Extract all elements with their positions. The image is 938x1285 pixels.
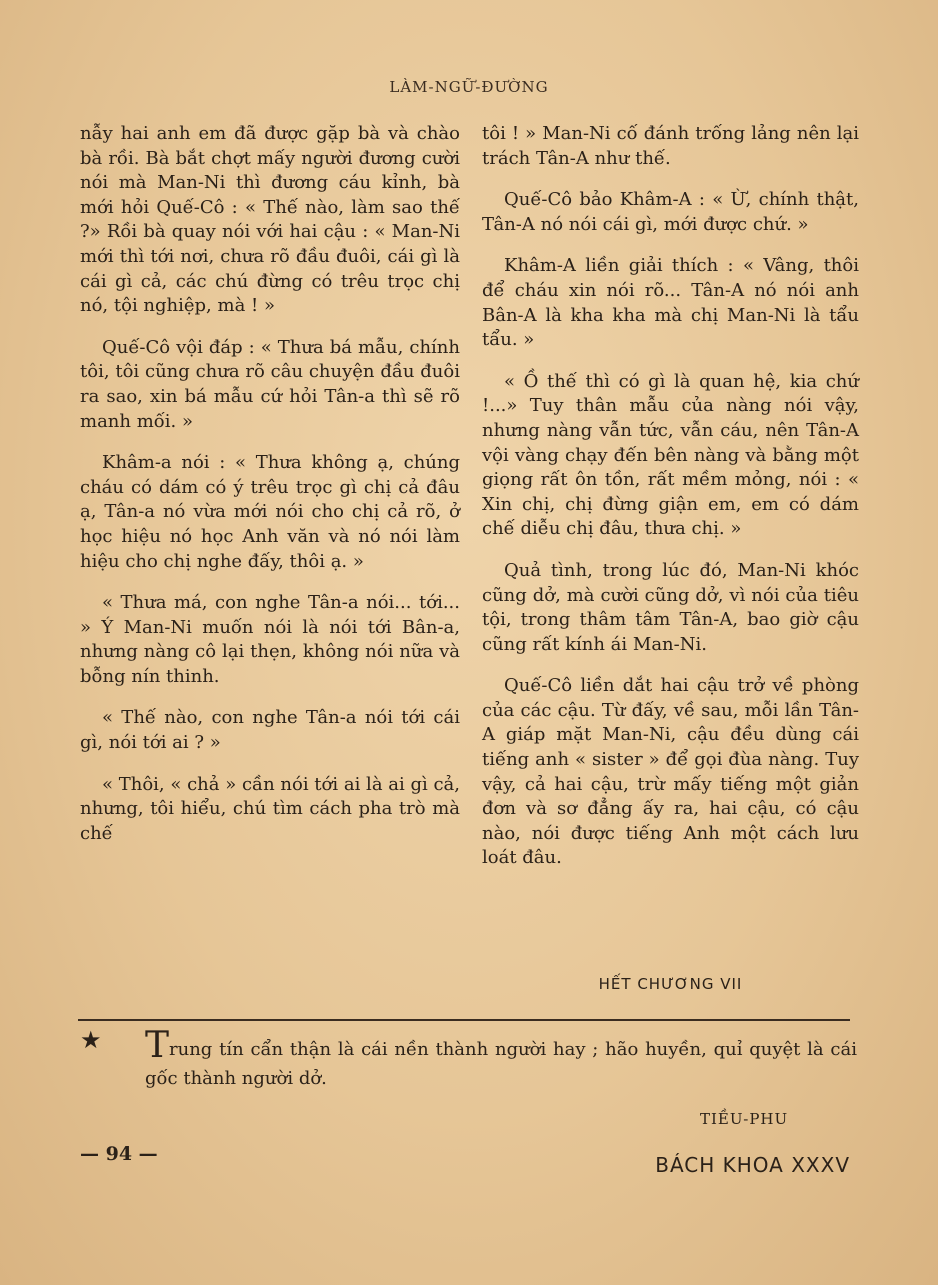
paragraph: Quế-Cô bảo Khâm-A : « Ừ, chính thật, Tân-A nó nói cái gì, mới được chứ. » — [482, 189, 859, 235]
paragraph: « Thôi, « chả » cần nói tới ai là ai gì cả, nhưng, tôi hiểu, chú tìm cách pha trò mà chế — [80, 773, 461, 844]
quote-drop-cap: T — [145, 1025, 170, 1066]
quote-text: rung tín cẩn thận là cái nền thành người hay ; hão huyền, quỉ quyệt là cái gốc thành người dở. — [145, 1039, 857, 1089]
paragraph: Quả tình, trong lúc đó, Man-Ni khóc cũng dở, mà cười cũng dở, vì nói của tiêu tội, trong thâm tâm Tân-A, bao giờ cậu cũng rất kính ái Man-Ni. — [482, 559, 859, 655]
quote-author: TIỀU-PHU — [700, 1110, 789, 1128]
star-icon: ★ — [80, 1026, 102, 1054]
paragraph: « Thưa má, con nghe Tân-a nói... tới... » Ý Man-Ni muốn nói là nói tới Bân-a, nhưng nàng cô lại thẹn, không nói nữa và bỗng nín thinh. — [80, 592, 460, 687]
paragraph: tôi ! » Man-Ni cố đánh trống lảng nên lại trách Tân-A như thế. — [482, 123, 859, 169]
paragraph: Quế-Cô vội đáp : « Thưa bá mẫu, chính tôi, tôi cũng chưa rõ câu chuyện đầu đuôi ra sao, xin bá mẫu cứ hỏi Tân-a thì sẽ rõ manh mối. » — [80, 336, 460, 432]
running-header: LÀM-NGỮ-ĐƯỜNG — [389, 78, 549, 96]
paragraph: Quế-Cô liền dắt hai cậu trở về phòng của các cậu. Từ đấy, về sau, mỗi lần Tân-A giáp mặt Man-Ni, cậu đều dùng cái tiếng anh « sister » để gọi đùa nàng. Tuy vậy, cả hai cậu, trừ mấy tiếng một giản đơn và sơ đẳng ấy ra, hai cậu, có cậu nào, nói được tiếng Anh một cách lưu loát đâu. — [482, 675, 859, 869]
paragraph: « Thế nào, con nghe Tân-a nói tới cái gì, nói tới ai ? » — [80, 707, 460, 754]
proverb-quote — [145, 1025, 857, 1093]
paragraph: Khâm-a nói : « Thưa không ạ, chúng cháu có dám có ý trêu trọc gì chị cả đâu ạ, Tân-a nó vừa mới nói cho chị cả rõ, ở học hiệu nó học Anh văn và nó nói làm hiệu cho chị nghe đấy, thôi ạ. » — [80, 452, 460, 572]
right-column — [482, 122, 859, 888]
chapter-end: HẾT CHƯƠNG VII — [598, 975, 743, 993]
paragraph: « Ồ thế thì có gì là quan hệ, kia chứ !...» Tuy thân mẫu của nàng nói vậy, nhưng nàng vẫn tức, vẫn cáu, nên Tân-A vội vàng chạy đến bên nàng và bằng một giọng rất ôn tồn, rất mềm mỏng, nói : « Xin chị, chị đừng giận em, em có dám chế diễu chị đâu, thưa chị. » — [482, 370, 859, 540]
paragraph: nẫy hai anh em đã được gặp bà và chào bà rồi. Bà bắt chợt mấy người đương cười nói mà Man-Ni thì đương cáu kỉnh, bà mới hỏi Quế-Cô : « Thế nào, làm sao thế ?» Rồi bà quay nói với hai cậu : « Man-Ni mới thì tới nơi, chưa rõ đầu đuôi, cái gì là cái gì cả, các chú đừng có trêu trọc chị nó, tội nghiệp, mà ! » — [80, 123, 460, 317]
left-column — [80, 122, 460, 863]
paragraph: Khâm-A liền giải thích : « Vâng, thôi để cháu xin nói rõ... Tân-A nó nói anh Bân-A là kha kha mà chị Man-Ni là tẩu tẩu. » — [482, 255, 859, 351]
magazine-title: BÁCH KHOA XXXV — [655, 1153, 850, 1177]
divider-rule — [78, 1019, 850, 1021]
page-number: — 94 — — [80, 1143, 158, 1165]
